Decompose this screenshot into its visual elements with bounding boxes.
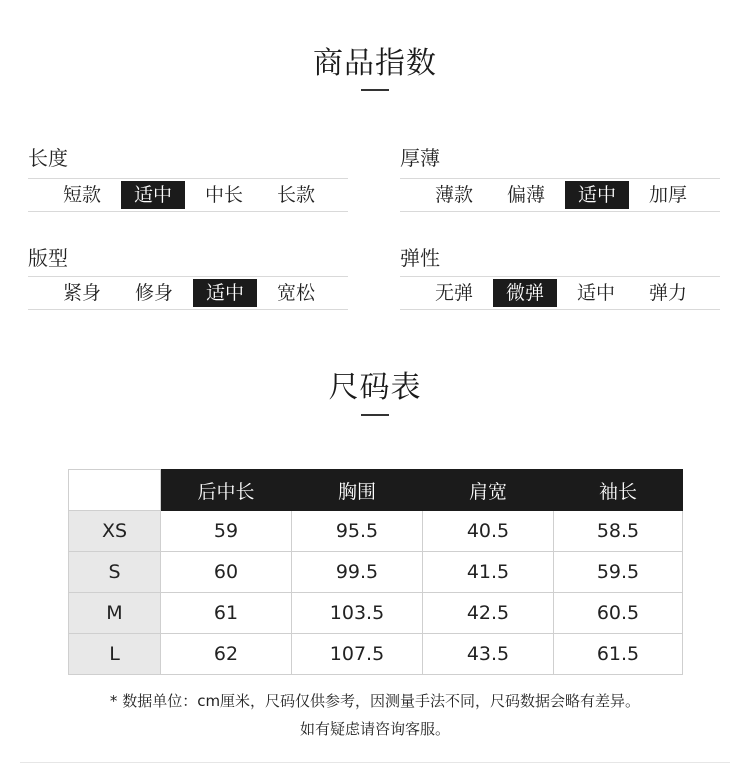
- length-label: 长度: [28, 146, 68, 170]
- column-header: 肩宽: [423, 470, 554, 511]
- length-option-medium-selected[interactable]: 适中: [121, 181, 185, 209]
- table-cell: 60.5: [554, 593, 683, 634]
- table-cell: 41.5: [423, 552, 554, 593]
- table-cell: 40.5: [423, 511, 554, 552]
- table-cell: 60: [161, 552, 292, 593]
- fit-option-slim[interactable]: 修身: [134, 282, 173, 304]
- size-label: M: [69, 593, 161, 634]
- length-options: [28, 178, 348, 212]
- elasticity-options: [400, 276, 720, 310]
- thickness-label: 厚薄: [400, 146, 440, 170]
- thickness-option-medium-selected[interactable]: 适中: [565, 181, 629, 209]
- size-table-header: [69, 470, 683, 511]
- fit-option-tight[interactable]: 紧身: [62, 282, 101, 304]
- size-label: L: [69, 634, 161, 675]
- size-label: S: [69, 552, 161, 593]
- thickness-options: [400, 178, 720, 212]
- thickness-option-thick[interactable]: 加厚: [648, 184, 687, 206]
- length-option-short[interactable]: 短款: [62, 184, 101, 206]
- table-cell: 107.5: [292, 634, 423, 675]
- size-section-title: 尺码表: [328, 370, 422, 405]
- size-note: * 数据单位：cm厘米，尺码仅供参考，因测量手法不同，尺码数据会略有差异。: [109, 692, 641, 710]
- size-table: [68, 469, 683, 675]
- title-divider: [361, 89, 389, 91]
- table-cell: 42.5: [423, 593, 554, 634]
- table-cell: 59: [161, 511, 292, 552]
- table-cell: 99.5: [292, 552, 423, 593]
- column-header: 胸围: [292, 470, 423, 511]
- index-section-title: 商品指数: [313, 46, 437, 81]
- elasticity-option-stretch[interactable]: 弹力: [648, 282, 687, 304]
- table-row: [69, 593, 683, 634]
- table-row: [69, 552, 683, 593]
- table-cell: 59.5: [554, 552, 683, 593]
- size-label: XS: [69, 511, 161, 552]
- table-cell: 43.5: [423, 634, 554, 675]
- title-divider: [361, 414, 389, 416]
- table-cell: 95.5: [292, 511, 423, 552]
- fit-options: [28, 276, 348, 310]
- table-row: [69, 634, 683, 675]
- length-option-mid-long[interactable]: 中长: [204, 184, 243, 206]
- fit-option-loose[interactable]: 宽松: [276, 282, 315, 304]
- table-cell: 62: [161, 634, 292, 675]
- thickness-option-thin[interactable]: 薄款: [434, 184, 473, 206]
- table-cell: 103.5: [292, 593, 423, 634]
- elasticity-option-slight-selected[interactable]: 微弹: [493, 279, 557, 307]
- elasticity-label: 弹性: [400, 246, 440, 270]
- size-note-contact: 如有疑虑请咨询客服。: [299, 720, 450, 738]
- thickness-option-slightly-thin[interactable]: 偏薄: [506, 184, 545, 206]
- table-row: [69, 511, 683, 552]
- fit-option-medium-selected[interactable]: 适中: [193, 279, 257, 307]
- table-cell: 58.5: [554, 511, 683, 552]
- bottom-divider: [20, 762, 730, 763]
- column-header: 后中长: [161, 470, 292, 511]
- column-header: 袖长: [554, 470, 683, 511]
- size-table-corner: [69, 470, 161, 511]
- elasticity-option-medium[interactable]: 适中: [576, 282, 615, 304]
- length-option-long[interactable]: 长款: [276, 184, 315, 206]
- table-cell: 61.5: [554, 634, 683, 675]
- elasticity-option-none[interactable]: 无弹: [434, 282, 473, 304]
- table-cell: 61: [161, 593, 292, 634]
- fit-label: 版型: [28, 246, 68, 270]
